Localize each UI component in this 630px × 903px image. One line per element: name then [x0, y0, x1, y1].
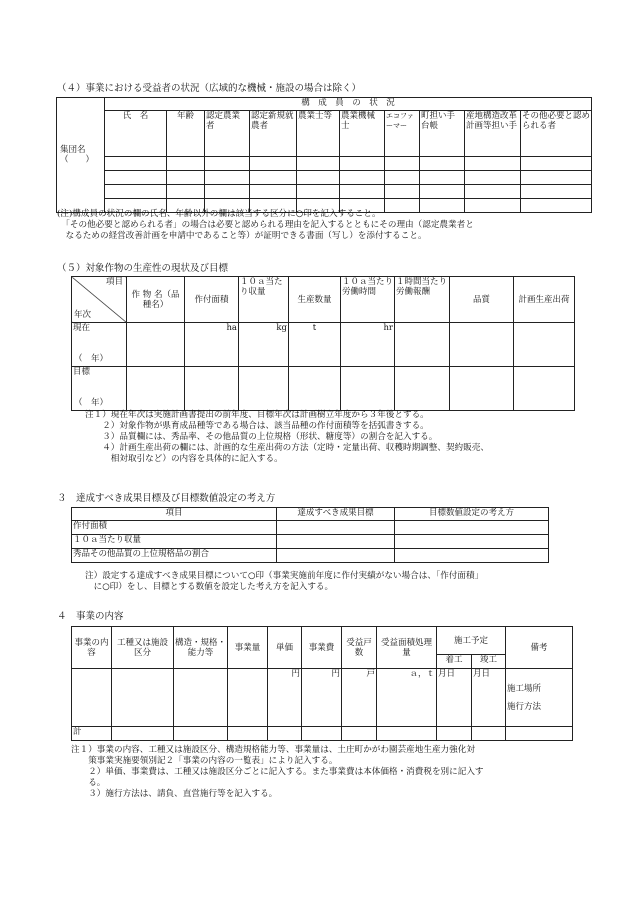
col-unit-price: 単価	[268, 627, 302, 669]
row-current: 現在 （ 年）	[72, 323, 127, 367]
col-farmer-master: 農業士等	[297, 111, 340, 157]
unit-t: t	[289, 323, 341, 367]
col-benefit-area: 受益面積処理量	[377, 627, 437, 669]
col-new-farmer: 認定新規就農者	[250, 111, 297, 157]
col-hourly-pay: １時間当たり労働報酬	[395, 277, 450, 323]
corner-cell: 項目 年次	[72, 277, 127, 323]
section-4b-notes: 注１）事業の内容、工種又は施設区分、構造規格能力等、事業量は、土庄町かがわ園芸産地生産力強化対 策事業実施要領別記２「事業の内容の一覧表」により記入する。 ２）単価、事業費は、工種又は施設区分ごとに記入する。また事業費は本体価格・消費税を別に記入す る。 ３）施行方法は、請負、直営施行等を記入する。	[71, 745, 484, 799]
col-area: 作付面積	[185, 277, 239, 323]
col-structure: 構造・規格・能力等	[174, 627, 228, 669]
col-start: 着工	[437, 655, 472, 669]
row-yield: １０ａ当たり収量	[72, 535, 277, 549]
row-target: 目標 （ 年）	[72, 367, 127, 411]
col-eco-farmer: エコファーマー	[385, 111, 420, 157]
col-name: 氏 名	[105, 111, 167, 157]
col-labor-hours: １０ａ当たり労働時間	[341, 277, 395, 323]
section-4-notes: (注)構成員の状況の欄の氏名、年齢以外の欄は該当する区分に○印を記入すること。 「その他必要と認められる者」の場合は必要と認められる理由を記入するとともにその理由（認定農業者と なるための経営改善計画を申請中であること等）が証明できる書面（写し）を添付すること。	[57, 209, 474, 241]
remarks-cell: 施工場所 施行方法	[506, 669, 573, 727]
col-planned-shipment: 計画生産出荷	[514, 277, 575, 323]
unit-area: ａ，ｔ	[377, 669, 437, 727]
section-3-notes: 注）設定する達成すべき成果目標について○印（事業実施前年度に作付実績がない場合は、「作付面積」 に○印）をし、目標とする数値を設定した考え方を記入する。	[85, 571, 484, 592]
col-quality: 品質	[450, 277, 514, 323]
section-5-heading: （５）対象作物の生産性の現状及び目標	[57, 263, 229, 274]
col-yield: １０ａ当たり収量	[239, 277, 289, 323]
col-machinery: 農業機械士	[340, 111, 385, 157]
col-certified-farmer: 認定農業者	[205, 111, 250, 157]
unit-date-1: 月日	[437, 669, 472, 727]
col-finish: 竣工	[472, 655, 506, 669]
total-label: 計	[72, 727, 112, 741]
group-name-cell: 集団名 （ ）	[57, 98, 105, 213]
goals-table	[71, 507, 549, 563]
unit-hr: hr	[341, 323, 395, 367]
col-cost: 事業費	[302, 627, 342, 669]
col-volume: 事業量	[228, 627, 268, 669]
col-households: 受益戸数	[342, 627, 377, 669]
col-target: 達成すべき成果目標	[277, 508, 395, 521]
unit-date-2: 月日	[472, 669, 506, 727]
col-crop-name: 作 物 名（品種名）	[127, 277, 185, 323]
col-age: 年齢	[167, 111, 205, 157]
section-4b-heading: ４ 事業の内容	[57, 611, 124, 622]
unit-yen-1: 円	[268, 669, 302, 727]
productivity-table	[71, 276, 575, 411]
col-rationale: 目標数値設定の考え方	[395, 508, 549, 521]
section-3-heading: ３ 達成すべき成果目標及び目標数値設定の考え方	[57, 493, 276, 504]
section-5-notes: 注１）現在年次は実施計画書提出の前年度、目標年次は計画樹立年度から３年後とする。 ２）対象作物が県育成品種等である場合は、該当品種の作付面積等を括弧書きする。 ３）品質欄には、秀品率、その他品質の上位規格（形状、糖度等）の割合を記入する。 ４）計画生産出荷の欄には、計画的な生産出荷の方法（定時・定量出荷、収穫時期調整、契約販売、 相対取引など）の内容を具体的に記入する。	[85, 410, 489, 464]
section-4-heading: （４）事業における受益者の状況（広域的な機械・施設の場合は除く）	[57, 83, 362, 94]
col-item: 項目	[72, 508, 277, 521]
unit-households: 戸	[342, 669, 377, 727]
unit-ha: ha	[185, 323, 239, 367]
col-work-type: 工種又は施設区分	[112, 627, 174, 669]
col-schedule: 施工予定	[437, 627, 506, 655]
col-production: 生産数量	[289, 277, 341, 323]
col-town-register: 町担い手台帳	[420, 111, 465, 157]
beneficiary-table	[56, 97, 592, 213]
unit-yen-2: 円	[302, 669, 342, 727]
member-status-header: 構 成 員 の 状 況	[105, 98, 592, 111]
row-area: 作付面積	[72, 521, 277, 535]
col-reform-plan: 産地構造改革計画等担い手	[465, 111, 521, 157]
row-quality: 秀品その他品質の上位規格品の割合	[72, 549, 277, 563]
col-business: 事業の内容	[72, 627, 112, 669]
col-other: その他必要と認められる者	[521, 111, 592, 157]
business-table	[71, 626, 573, 741]
col-remarks: 備考	[506, 627, 573, 669]
unit-kg: kg	[239, 323, 289, 367]
